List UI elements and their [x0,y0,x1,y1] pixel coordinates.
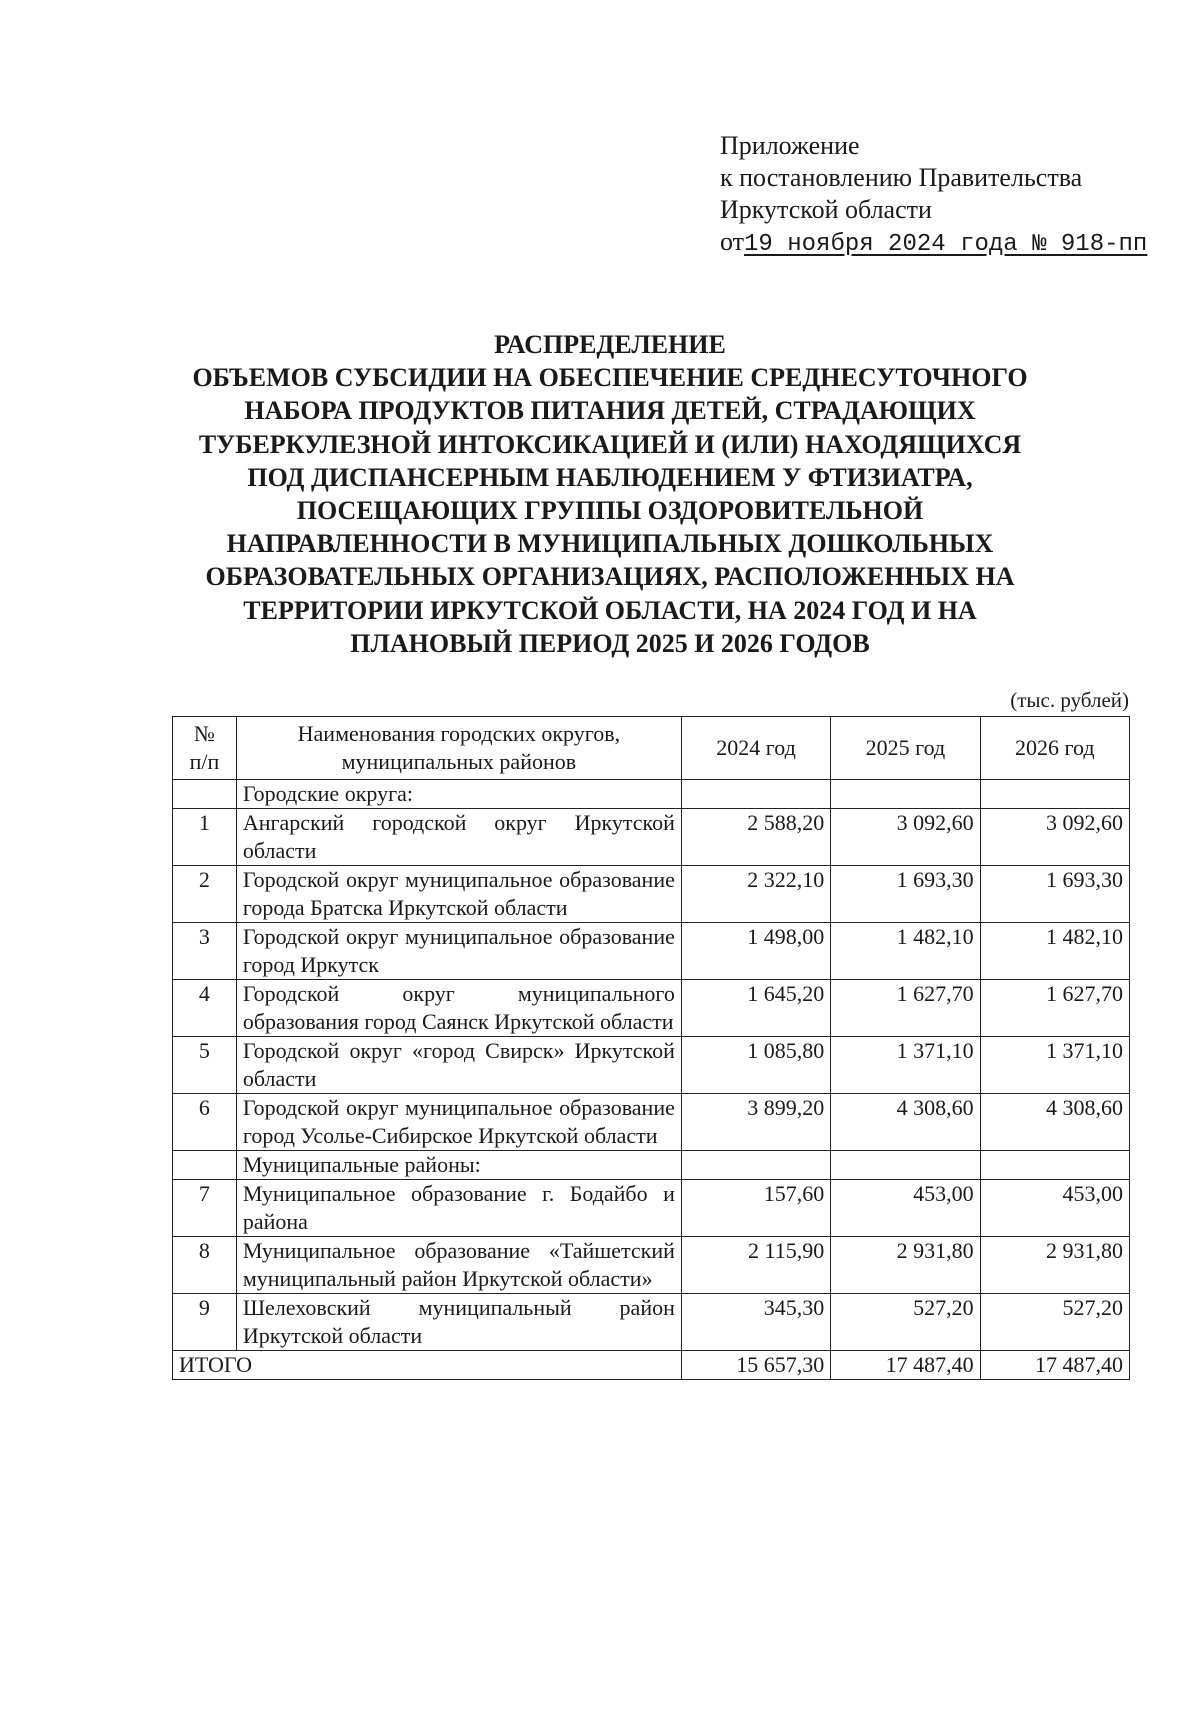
appendix-line-3: Иркутской области [720,195,932,224]
section-row-urban [173,780,1130,809]
title-line-1: РАСПРЕДЕЛЕНИЕ [494,330,726,359]
row-name: Ангарский городской округ Иркутской области [236,809,681,866]
row-value-2025: 527,20 [831,1294,980,1351]
distribution-table [172,716,1130,1380]
header-2024: 2024 год [681,717,830,780]
row-value-2025: 3 092,60 [831,809,980,866]
header-num-line-1: № [193,721,215,746]
row-name: Городской округ муниципальное образование город Усолье-Сибирское Иркутской области [236,1094,681,1151]
row-value-2026: 4 308,60 [980,1094,1129,1151]
table-row [173,1237,1130,1294]
row-num: 9 [173,1294,237,1351]
appendix-date-value: 19 ноября 2024 года № 918-пп [744,231,1148,258]
appendix-line-2: к постановлению Правительства [720,163,1083,192]
row-num: 5 [173,1037,237,1094]
row-value-2024: 2 588,20 [681,809,830,866]
appendix-line-1: Приложение [720,131,860,160]
row-num: 2 [173,866,237,923]
row-num: 6 [173,1094,237,1151]
appendix-date [720,226,1147,261]
units-label: (тыс. рублей) [1010,688,1129,712]
row-name: Муниципальное образование г. Бодайбо и района [236,1180,681,1237]
table-row [173,866,1130,923]
header-name [236,717,681,780]
table-row [173,1294,1130,1351]
row-name: Городской округ «город Свирск» Иркутской области [236,1037,681,1094]
table-row [173,980,1130,1037]
table-row [173,923,1130,980]
row-value-2024: 1 498,00 [681,923,830,980]
row-value-2026: 2 931,80 [980,1237,1129,1294]
title-line-10: ПЛАНОВЫЙ ПЕРИОД 2025 И 2026 ГОДОВ [350,628,870,658]
title-line-5: ПОД ДИСПАНСЕРНЫМ НАБЛЮДЕНИЕМ У ФТИЗИАТРА, [247,462,973,492]
row-num: 7 [173,1180,237,1237]
row-value-2025: 453,00 [831,1180,980,1237]
appendix-header [720,130,1147,261]
section-row-municipal [173,1151,1130,1180]
row-value-2026: 527,20 [980,1294,1129,1351]
total-label: ИТОГО [173,1351,682,1380]
row-value-2026: 453,00 [980,1180,1129,1237]
table-row [173,1094,1130,1151]
row-name: Шелеховский муниципальный район Иркутской области [236,1294,681,1351]
row-value-2025: 4 308,60 [831,1094,980,1151]
row-num: 1 [173,809,237,866]
title-line-9: ТЕРРИТОРИИ ИРКУТСКОЙ ОБЛАСТИ, НА 2024 ГОД И НА [243,595,977,625]
row-value-2024: 2 322,10 [681,866,830,923]
section-label-urban: Городские округа: [236,780,681,809]
row-value-2024: 2 115,90 [681,1237,830,1294]
row-num: 4 [173,980,237,1037]
title-line-8: ОБРАЗОВАТЕЛЬНЫХ ОРГАНИЗАЦИЯХ, РАСПОЛОЖЕННЫХ НА [205,562,1015,592]
row-num: 8 [173,1237,237,1294]
row-name: Городской округ муниципальное образование города Братска Иркутской области [236,866,681,923]
row-value-2024: 1 085,80 [681,1037,830,1094]
section-label-municipal: Муниципальные районы: [236,1151,681,1180]
header-2026: 2026 год [980,717,1129,780]
header-name-line-1: Наименования городских округов, [297,721,621,746]
row-value-2025: 1 482,10 [831,923,980,980]
row-value-2026: 1 693,30 [980,866,1129,923]
row-value-2025: 1 627,70 [831,980,980,1037]
row-value-2025: 2 931,80 [831,1237,980,1294]
title-line-2: ОБЪЕМОВ СУБСИДИИ НА ОБЕСПЕЧЕНИЕ СРЕДНЕСУТОЧНОГО [192,363,1028,393]
row-name: Городской округ муниципального образования город Саянск Иркутской области [236,980,681,1037]
row-value-2024: 157,60 [681,1180,830,1237]
row-num: 3 [173,923,237,980]
document-title [150,328,1070,660]
header-num-line-2: п/п [189,749,220,774]
table-row [173,1180,1130,1237]
row-name: Муниципальное образование «Тайшетский муниципальный район Иркутской области» [236,1237,681,1294]
table-header-row [173,717,1130,780]
header-name-line-2: муниципальных районов [341,749,577,774]
row-value-2024: 345,30 [681,1294,830,1351]
total-value-2026: 17 487,40 [980,1351,1129,1380]
row-value-2026: 1 482,10 [980,923,1129,980]
title-line-7: НАПРАВЛЕННОСТИ В МУНИЦИПАЛЬНЫХ ДОШКОЛЬНЫХ [226,529,994,559]
row-value-2025: 1 693,30 [831,866,980,923]
row-value-2026: 1 371,10 [980,1037,1129,1094]
row-value-2026: 3 092,60 [980,809,1129,866]
title-line-3: НАБОРА ПРОДУКТОВ ПИТАНИЯ ДЕТЕЙ, СТРАДАЮЩИХ [244,396,976,426]
title-line-6: ПОСЕЩАЮЩИХ ГРУППЫ ОЗДОРОВИТЕЛЬНОЙ [296,496,924,526]
row-value-2026: 1 627,70 [980,980,1129,1037]
table-row [173,1037,1130,1094]
row-value-2024: 3 899,20 [681,1094,830,1151]
title-line-4: ТУБЕРКУЛЕЗНОЙ ИНТОКСИКАЦИЕЙ И (ИЛИ) НАХОДЯЩИХСЯ [198,429,1022,459]
appendix-date-prefix: от [720,227,745,256]
total-value-2025: 17 487,40 [831,1351,980,1380]
row-name: Городской округ муниципальное образование город Иркутск [236,923,681,980]
table-row [173,809,1130,866]
row-value-2024: 1 645,20 [681,980,830,1037]
header-2025: 2025 год [831,717,980,780]
row-value-2025: 1 371,10 [831,1037,980,1094]
total-value-2024: 15 657,30 [681,1351,830,1380]
header-num [173,717,237,780]
total-row [173,1351,1130,1380]
